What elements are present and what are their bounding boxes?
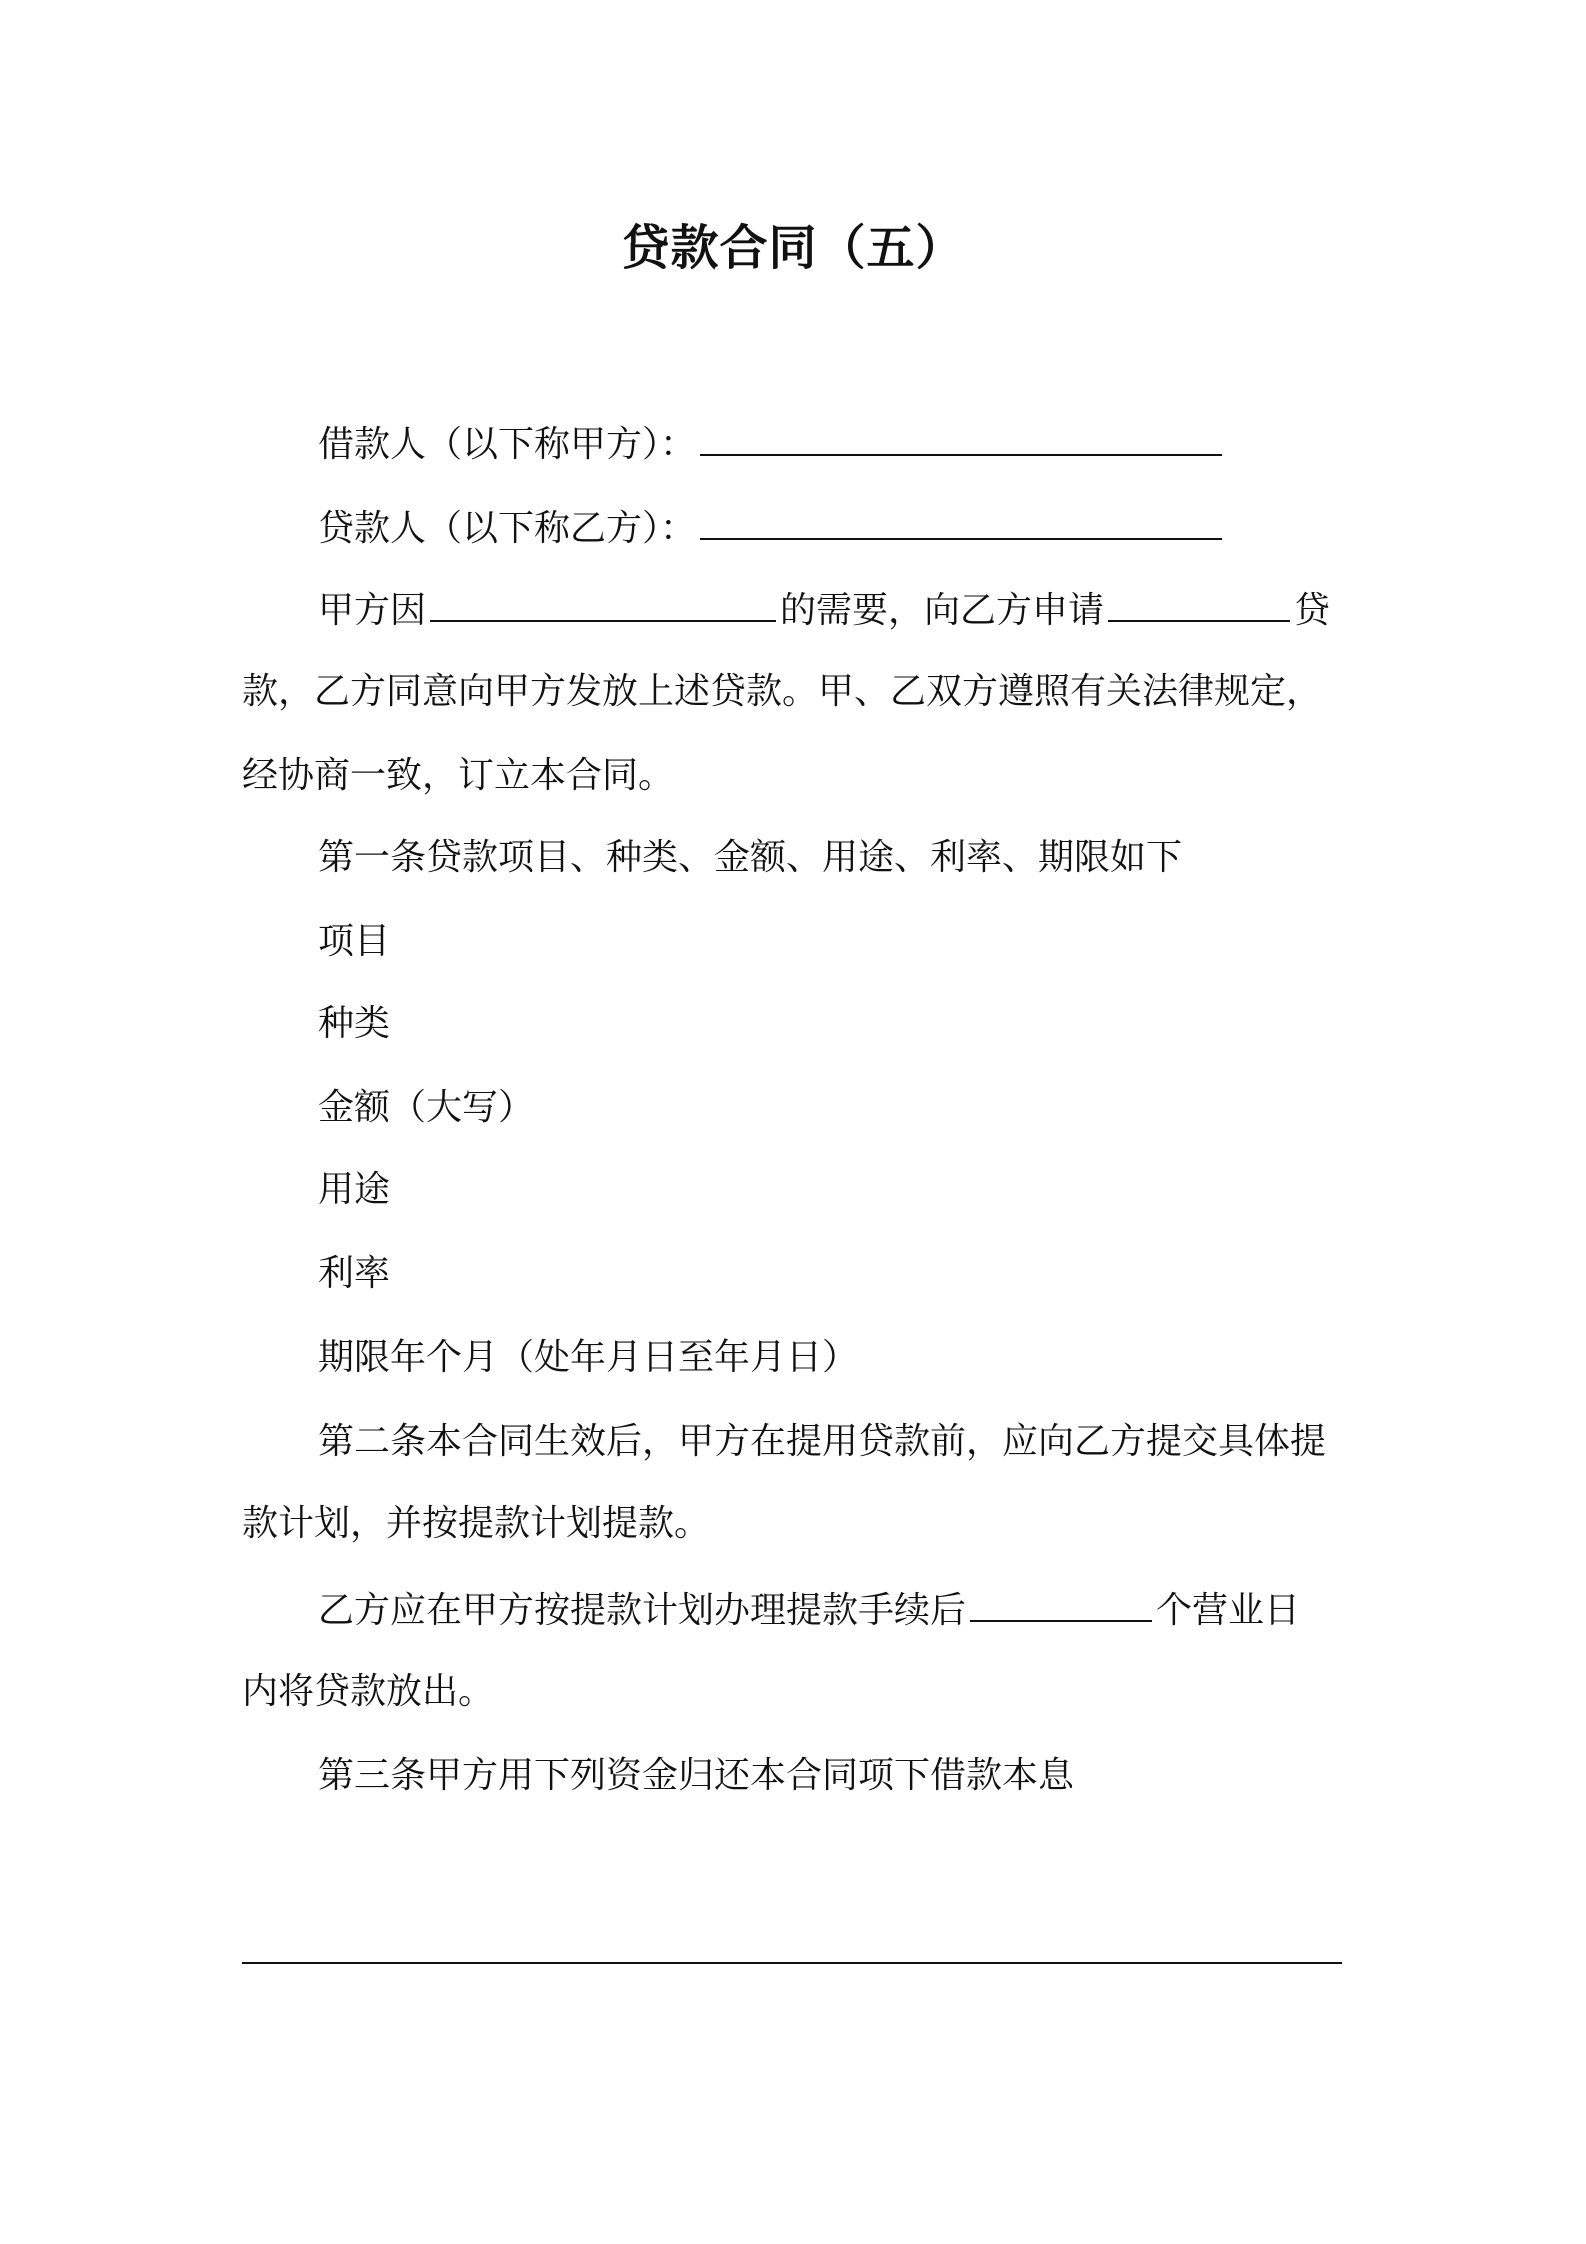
item-rate: 利率 — [318, 1253, 391, 1294]
business-days-blank — [970, 1584, 1152, 1622]
lender-blank — [700, 502, 1222, 540]
para2-text-b: 个营业日 — [1156, 1590, 1301, 1631]
para2-text-a: 乙方应在甲方按提款计划办理提款手续后 — [318, 1590, 967, 1631]
repayment-source-blank — [242, 1962, 1342, 1964]
lender-label: 贷款人（以下称乙方）： — [318, 508, 697, 549]
para1-text-c: 贷 — [1294, 590, 1331, 631]
para1-line3: 经协商一致，订立本合同。 — [242, 755, 675, 796]
item-term: 期限年个月（处年月日至年月日） — [318, 1337, 859, 1378]
para2-line1 — [318, 1584, 1300, 1635]
para1-text-a: 甲方因 — [318, 590, 427, 631]
para1-line2: 款，乙方同意向甲方发放上述贷款。甲、乙双方遵照有关法律规定， — [242, 671, 1323, 712]
borrower-blank — [700, 418, 1222, 456]
item-amount: 金额（大写） — [318, 1087, 535, 1128]
document-title: 贷款合同（五） — [621, 220, 965, 276]
borrower-line — [318, 418, 1226, 469]
article1-heading: 第一条贷款项目、种类、金额、用途、利率、期限如下 — [318, 837, 1183, 878]
para1-line1 — [318, 584, 1330, 635]
item-type: 种类 — [318, 1003, 391, 1044]
para1-text-b: 的需要，向乙方申请 — [780, 590, 1105, 631]
para2-line2: 内将贷款放出。 — [242, 1671, 495, 1712]
article3-heading: 第三条甲方用下列资金归还本合同项下借款本息 — [318, 1755, 1075, 1796]
loan-type-blank — [1108, 584, 1290, 622]
lender-line — [318, 502, 1226, 553]
item-use: 用途 — [318, 1169, 391, 1210]
article2-line1: 第二条本合同生效后，甲方在提用贷款前，应向乙方提交具体提 — [318, 1421, 1327, 1462]
borrower-label: 借款人（以下称甲方）： — [318, 424, 697, 465]
reason-blank — [430, 584, 776, 622]
article2-line2: 款计划，并按提款计划提款。 — [242, 1503, 711, 1544]
item-project: 项目 — [318, 921, 391, 962]
